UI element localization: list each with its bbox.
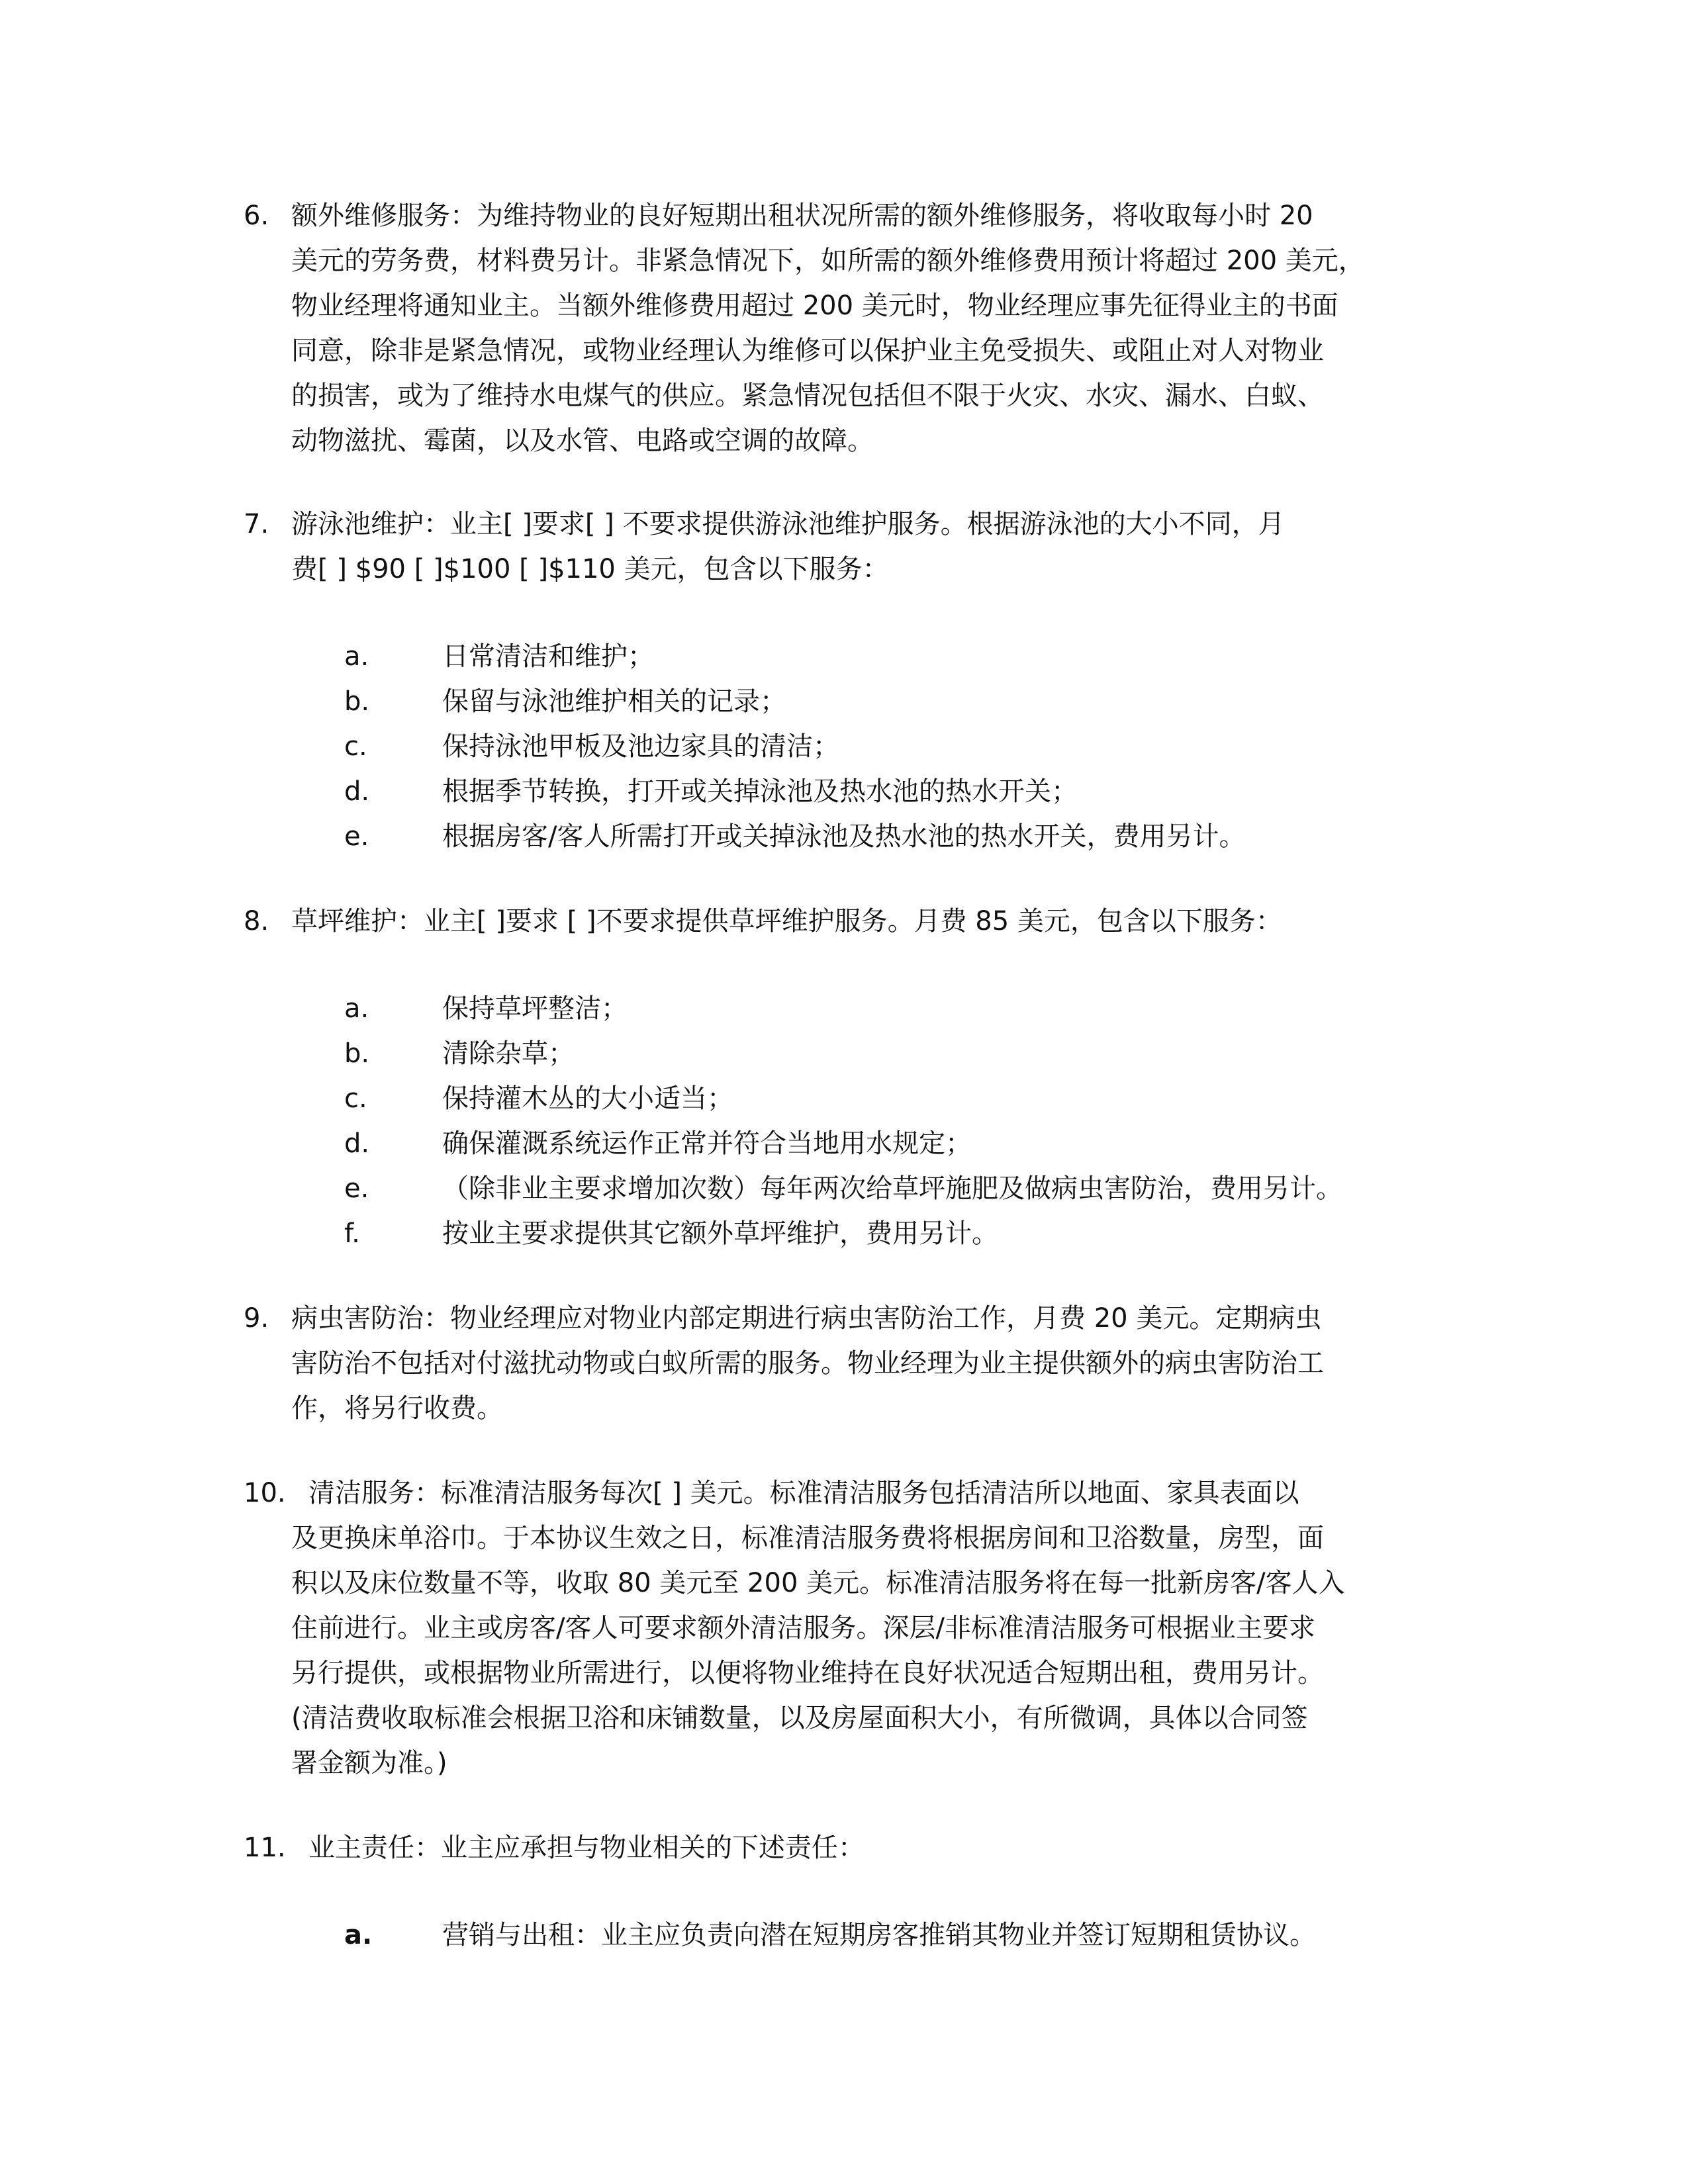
item-number: 6.: [244, 201, 269, 231]
paragraph-line: 积以及床位数量不等，收取 80 美元至 200 美元。标准清洁服务将在每一批新房客/客人入: [291, 1568, 1345, 1598]
sub-item-text: （除非业主要求增加次数）每年两次给草坪施肥及做病虫害防治，费用另计。: [442, 1173, 1342, 1204]
paragraph-line: (清洁费收取标准会根据卫浴和床铺数量，以及房屋面积大小，有所微调，具体以合同签: [291, 1703, 1308, 1733]
sub-item-text: 根据房客/客人所需打开或关掉泳池及热水池的热水开关，费用另计。: [442, 821, 1246, 852]
paragraph-line: 及更换床单浴巾。于本协议生效之日，标准清洁服务费将根据房间和卫浴数量，房型，面: [291, 1523, 1324, 1553]
paragraph-line: 清洁服务：标准清洁服务每次[ ] 美元。标准清洁服务包括清洁所以地面、家具表面以: [308, 1478, 1299, 1508]
sub-item-text: 按业主要求提供其它额外草坪维护，费用另计。: [442, 1218, 998, 1249]
paragraph-line: 美元的劳务费，材料费另计。非紧急情况下，如所需的额外维修费用预计将超过 200 美元，: [291, 246, 1365, 276]
item-number: 8.: [244, 906, 269, 936]
item-number: 10.: [244, 1478, 286, 1508]
paragraph-line: 的损害，或为了维持水电煤气的供应。紧急情况包括但不限于火灾、水灾、漏水、白蚁、: [291, 381, 1324, 411]
paragraph-line: 住前进行。业主或房客/客人可要求额外清洁服务。深层/非标准清洁服务可根据业主要求: [291, 1613, 1315, 1643]
paragraph-line: 额外维修服务：为维持物业的良好短期出租状况所需的额外维修服务，将收取每小时 20: [291, 201, 1313, 231]
sub-item-text: 保持灌木丛的大小适当；: [442, 1083, 733, 1114]
sub-item-text: 日常清洁和维护；: [442, 641, 654, 672]
paragraph-line: 署金额为准。): [291, 1748, 447, 1778]
paragraph-line: 另行提供，或根据物业所需进行，以便将物业维持在良好状况适合短期出租，费用另计。: [291, 1658, 1324, 1688]
sub-item-text: 营销与出租：业主应负责向潜在短期房客推销其物业并签订短期租赁协议。: [442, 1920, 1316, 1950]
paragraph-line: 业主责任：业主应承担与物业相关的下述责任：: [308, 1833, 865, 1863]
paragraph-line: 游泳池维护：业主[ ]要求[ ] 不要求提供游泳池维护服务。根据游泳池的大小不同，月: [291, 509, 1285, 539]
paragraph-line: 草坪维护：业主[ ]要求 [ ]不要求提供草坪维护服务。月费 85 美元，包含以下服务：: [291, 906, 1282, 936]
sub-item-letter: f.: [344, 1218, 360, 1249]
sub-item-text: 根据季节转换，打开或关掉泳池及热水池的热水开关；: [442, 776, 1078, 807]
sub-item-letter: b.: [344, 686, 370, 717]
sub-item-text: 确保灌溉系统运作正常并符合当地用水规定；: [442, 1128, 972, 1159]
sub-item-text: 清除杂草；: [442, 1038, 575, 1069]
sub-item-letter: a.: [344, 641, 369, 672]
item-number: 7.: [244, 509, 269, 539]
sub-item-letter: e.: [344, 821, 369, 852]
sub-item-letter: c.: [344, 1083, 367, 1114]
sub-item-letter: e.: [344, 1173, 369, 1204]
paragraph-line: 害防治不包括对付滋扰动物或白蚁所需的服务。物业经理为业主提供额外的病虫害防治工: [291, 1348, 1324, 1379]
sub-item-letter: b.: [344, 1038, 370, 1069]
paragraph-line: 动物滋扰、霉菌，以及水管、电路或空调的故障。: [291, 426, 874, 456]
paragraph-line: 同意，除非是紧急情况，或物业经理认为维修可以保护业主免受损失、或阻止对人对物业: [291, 336, 1324, 366]
item-number: 11.: [244, 1833, 286, 1863]
sub-item-text: 保留与泳池维护相关的记录；: [442, 686, 786, 717]
paragraph-line: 物业经理将通知业主。当额外维修费用超过 200 美元时，物业经理应事先征得业主的书面: [291, 291, 1338, 321]
sub-item-letter: a.: [344, 993, 369, 1024]
sub-item-letter: d.: [344, 1128, 370, 1159]
sub-item-letter: d.: [344, 776, 370, 807]
sub-item-text: 保持草坪整洁；: [442, 993, 628, 1024]
paragraph-line: 病虫害防治：物业经理应对物业内部定期进行病虫害防治工作，月费 20 美元。定期病虫: [291, 1303, 1322, 1334]
paragraph-line: 作，将另行收费。: [291, 1393, 503, 1424]
item-number: 9.: [244, 1303, 269, 1334]
paragraph-line: 费[ ] $90 [ ]$100 [ ]$110 美元，包含以下服务：: [291, 554, 889, 584]
sub-item-letter: c.: [344, 731, 367, 762]
sub-item-letter: a.: [344, 1920, 373, 1950]
sub-item-text: 保持泳池甲板及池边家具的清洁；: [442, 731, 839, 762]
